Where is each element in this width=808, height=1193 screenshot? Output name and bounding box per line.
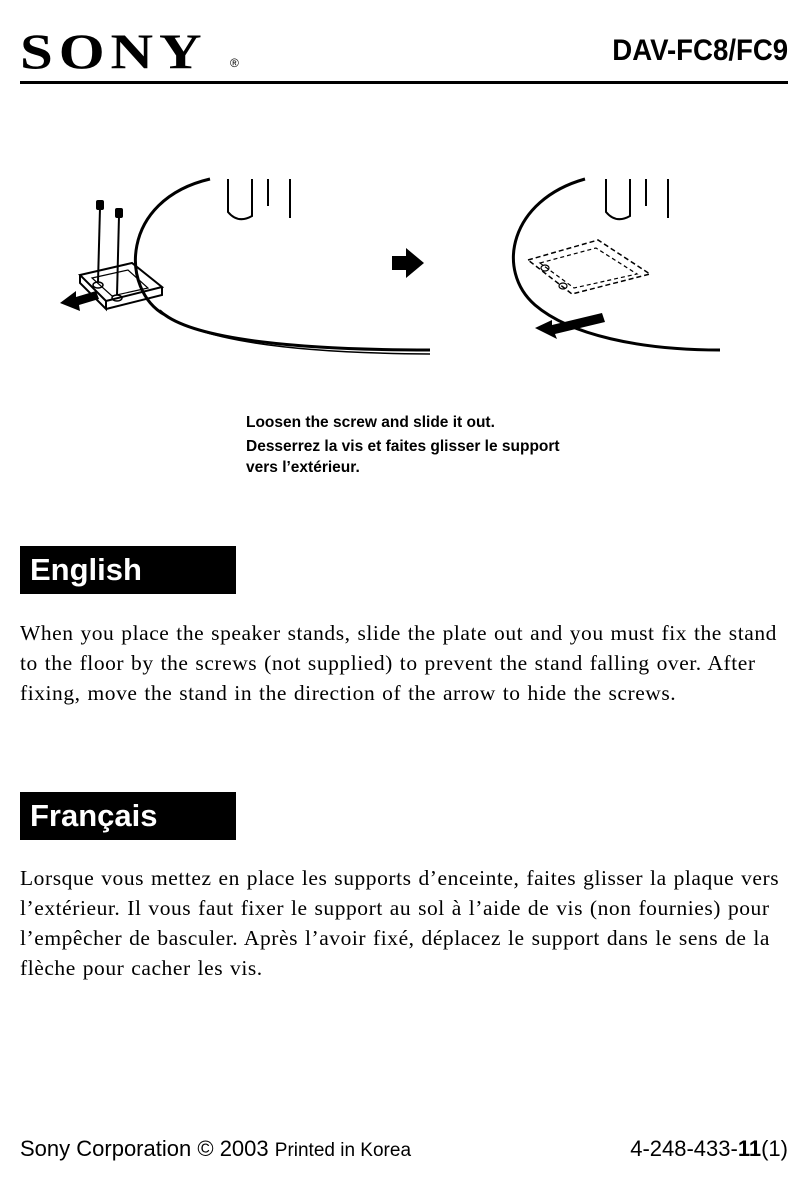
transition-arrow-icon — [392, 248, 424, 278]
caption-french: Desserrez la vis et faites glisser le support vers l’extérieur. — [246, 438, 560, 476]
part-number-prefix: 4-248-433- — [630, 1136, 738, 1161]
part-number — [630, 1136, 788, 1162]
footer-company — [20, 1136, 411, 1162]
model-number: DAV-FC8/FC9 — [612, 34, 788, 67]
part-number-bold: 11 — [737, 1136, 762, 1161]
copyright-year: 2003 — [219, 1136, 269, 1161]
header-rule — [20, 81, 788, 84]
registered-mark: ® — [230, 56, 239, 70]
slide-arrow-left — [60, 291, 99, 311]
copyright-icon: © — [197, 1136, 214, 1161]
french-body: Lorsque vous mettez en place les supports d’enceinte, faites glisser la plaque vers l’extérieur. Il vous faut fixer le support au sol à l’aide de vis (non fournies) pour l’empêcher de basculer. Après l’avoir fixé, déplacez le support dans le sens de la flèche pour cacher les vis. — [20, 866, 780, 980]
english-heading: English — [20, 546, 236, 594]
figure-caption — [246, 412, 586, 478]
company-name: Sony Corporation — [20, 1136, 192, 1161]
french-heading: Français — [20, 792, 236, 840]
printed-location: Printed in Korea — [274, 1140, 412, 1161]
part-number-suffix: (1) — [761, 1136, 788, 1161]
stand-illustration — [40, 170, 720, 370]
english-body: When you place the speaker stands, slide the plate out and you must fix the stand to the floor by the screws (not supplied) to prevent the stand falling over. After fixing, move the stand in the direction of the arrow to hide the screws. — [20, 621, 777, 705]
stand-before-illustration — [80, 179, 430, 354]
sony-logo: SONY — [20, 23, 208, 79]
caption-english: Loosen the screw and slide it out. — [246, 414, 495, 431]
